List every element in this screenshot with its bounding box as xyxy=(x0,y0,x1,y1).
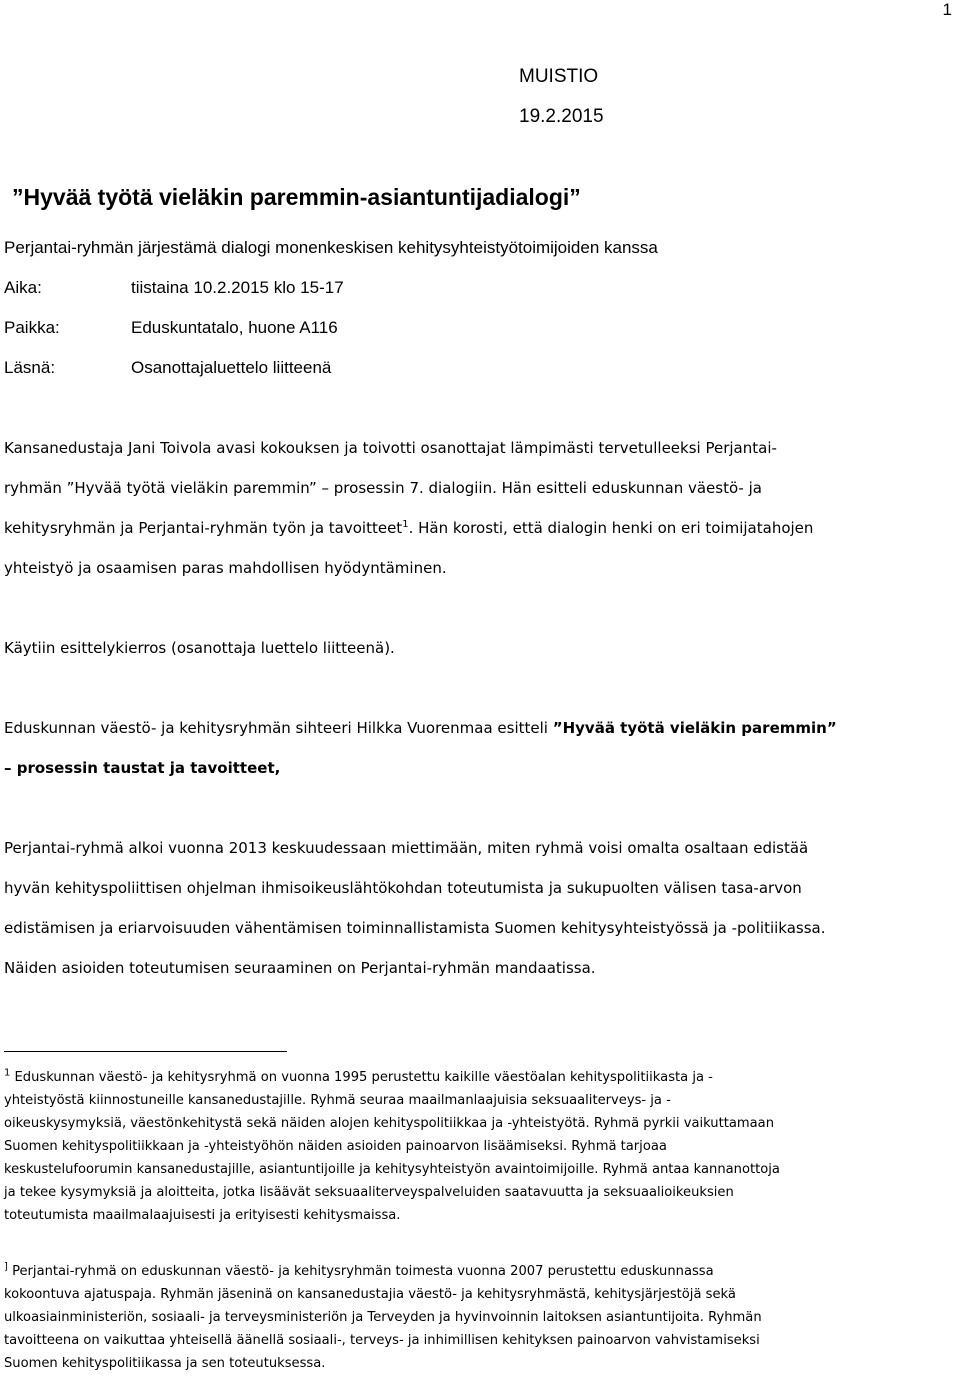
footnote2-line3: ulkoasiainministeriön, sosiaali- ja terveysministeriön ja Terveyden ja hyvinvoinnin laitoksen asiantuntijoita. Ryhmän xyxy=(4,1310,762,1325)
footnote2-line1 xyxy=(4,1261,714,1279)
footnote1-marker: 1 xyxy=(4,1067,11,1079)
place-value: Eduskuntatalo, huone A116 xyxy=(131,318,338,337)
footnote1-line2: yhteistyöstä kiinnostuneille kansanedustajille. Ryhmä seuraa maailmanlaajuisia seksuaaliterveys- ja - xyxy=(4,1093,671,1108)
page-number: 1 xyxy=(942,0,952,19)
document-subtitle: Perjantai-ryhmän järjestämä dialogi monenkeskisen kehitysyhteistyötoimijoiden kanssa xyxy=(4,238,658,257)
para4-line3: edistämisen ja eriarvoisuuden vähentämisen toiminnallistamista Suomen kehitysyhteistyössä ja -politiikassa. xyxy=(4,919,826,937)
para4-line1: Perjantai-ryhmä alkoi vuonna 2013 keskuudessaan miettimään, miten ryhmä voisi omalta osaltaan edistää xyxy=(4,839,809,857)
para2: Käytiin esittelykierros (osanottaja luettelo liitteenä). xyxy=(4,639,395,657)
document-title: ”Hyvää työtä vieläkin paremmin-asiantuntijadialogi” xyxy=(12,184,581,210)
footnote1-line4: Suomen kehityspolitiikkaan ja -yhteistyöhön näiden asioiden painoarvon lisäämiseksi. Ryhmä tarjoaa xyxy=(4,1139,667,1154)
para3-line1-plain: Eduskunnan väestö- ja kehitysryhmän sihteeri Hilkka Vuorenmaa esitteli xyxy=(4,719,553,737)
footnote1-line3: oikeuskysymyksiä, väestönkehitystä sekä näiden alojen kehityspolitiikkaa ja -yhteistyötä. Ryhmä pyrkii vaikuttamaan xyxy=(4,1116,774,1131)
footnote1-line7: toteutumista maailmalaajuisesti ja erityisesti kehitysmaissa. xyxy=(4,1208,401,1223)
footnote2-line1-text: Perjantai-ryhmä on eduskunnan väestö- ja kehitysryhmän toimesta vuonna 2007 perustettu eduskunnassa xyxy=(7,1264,714,1279)
para3-line1-bold: ”Hyvää työtä vieläkin paremmin” xyxy=(552,719,837,737)
footnote-reference-1: 1 xyxy=(402,519,409,530)
para1-line2: ryhmän ”Hyvää työtä vieläkin paremmin” – prosessin 7. dialogiin. Hän esitteli eduskunnan väestö- ja xyxy=(4,479,762,497)
footnote1-line1 xyxy=(4,1067,713,1085)
footnote2-line2: kokoontuva ajatuspaja. Ryhmän jäseninä on kansanedustajia väestö- ja kehitysryhmästä, kehitysjärjestöjä sekä xyxy=(4,1287,736,1302)
footnote1-line6: ja tekee kysymyksiä ja aloitteita, jotka lisäävät seksuaaliterveyspalveluiden saatavuutta ja seksuaalioikeuksien xyxy=(4,1185,734,1200)
para1-line3-start: kehitysryhmän ja Perjantai-ryhmän työn ja tavoitteet xyxy=(4,519,403,537)
para4-line4: Näiden asioiden toteutumisen seuraaminen on Perjantai-ryhmän mandaatissa. xyxy=(4,959,596,977)
para3-line1 xyxy=(4,719,837,737)
para1-line3-end: . Hän korosti, että dialogin henki on eri toimijatahojen xyxy=(408,519,814,537)
memo-date: 19.2.2015 xyxy=(519,106,604,127)
para4-line2: hyvän kehityspoliittisen ohjelman ihmisoikeuslähtökohdan toteutumista ja sukupuolten välisen tasa-arvon xyxy=(4,879,802,897)
para3-line2: – prosessin taustat ja tavoitteet, xyxy=(4,759,281,777)
place-label: Paikka: xyxy=(4,318,60,337)
para1-line3 xyxy=(4,519,813,537)
footnote2-line5: Suomen kehityspolitiikassa ja sen toteutuksessa. xyxy=(4,1356,326,1371)
footnote-separator xyxy=(4,1051,287,1052)
attendees-value: Osanottajaluettelo liitteenä xyxy=(131,358,332,377)
para1-line1: Kansanedustaja Jani Toivola avasi kokouksen ja toivotti osanottajat lämpimästi tervetulleeksi Perjantai- xyxy=(4,439,777,457)
time-label: Aika: xyxy=(4,278,42,297)
time-value: tiistaina 10.2.2015 klo 15-17 xyxy=(131,278,344,297)
memo-type: MUISTIO xyxy=(519,66,599,87)
attendees-label: Läsnä: xyxy=(4,358,56,377)
footnote2-line4: tavoitteena on vaikuttaa yhteisellä äänellä sosiaali-, terveys- ja inhimillisen kehityksen painoarvon vahvistamiseksi xyxy=(4,1333,760,1348)
footnote2-marker: ] xyxy=(4,1261,8,1273)
footnote1-line1-text: Eduskunnan väestö- ja kehitysryhmä on vuonna 1995 perustettu kaikille väestöalan kehityspolitiikasta ja - xyxy=(10,1070,713,1085)
footnote1-line5: keskustelufoorumin kansanedustajille, asiantuntijoille ja kehitysyhteistyön avaintoimijoille. Ryhmä antaa kannanottoja xyxy=(4,1162,780,1177)
para1-line4: yhteistyö ja osaamisen paras mahdollisen hyödyntäminen. xyxy=(4,559,447,577)
